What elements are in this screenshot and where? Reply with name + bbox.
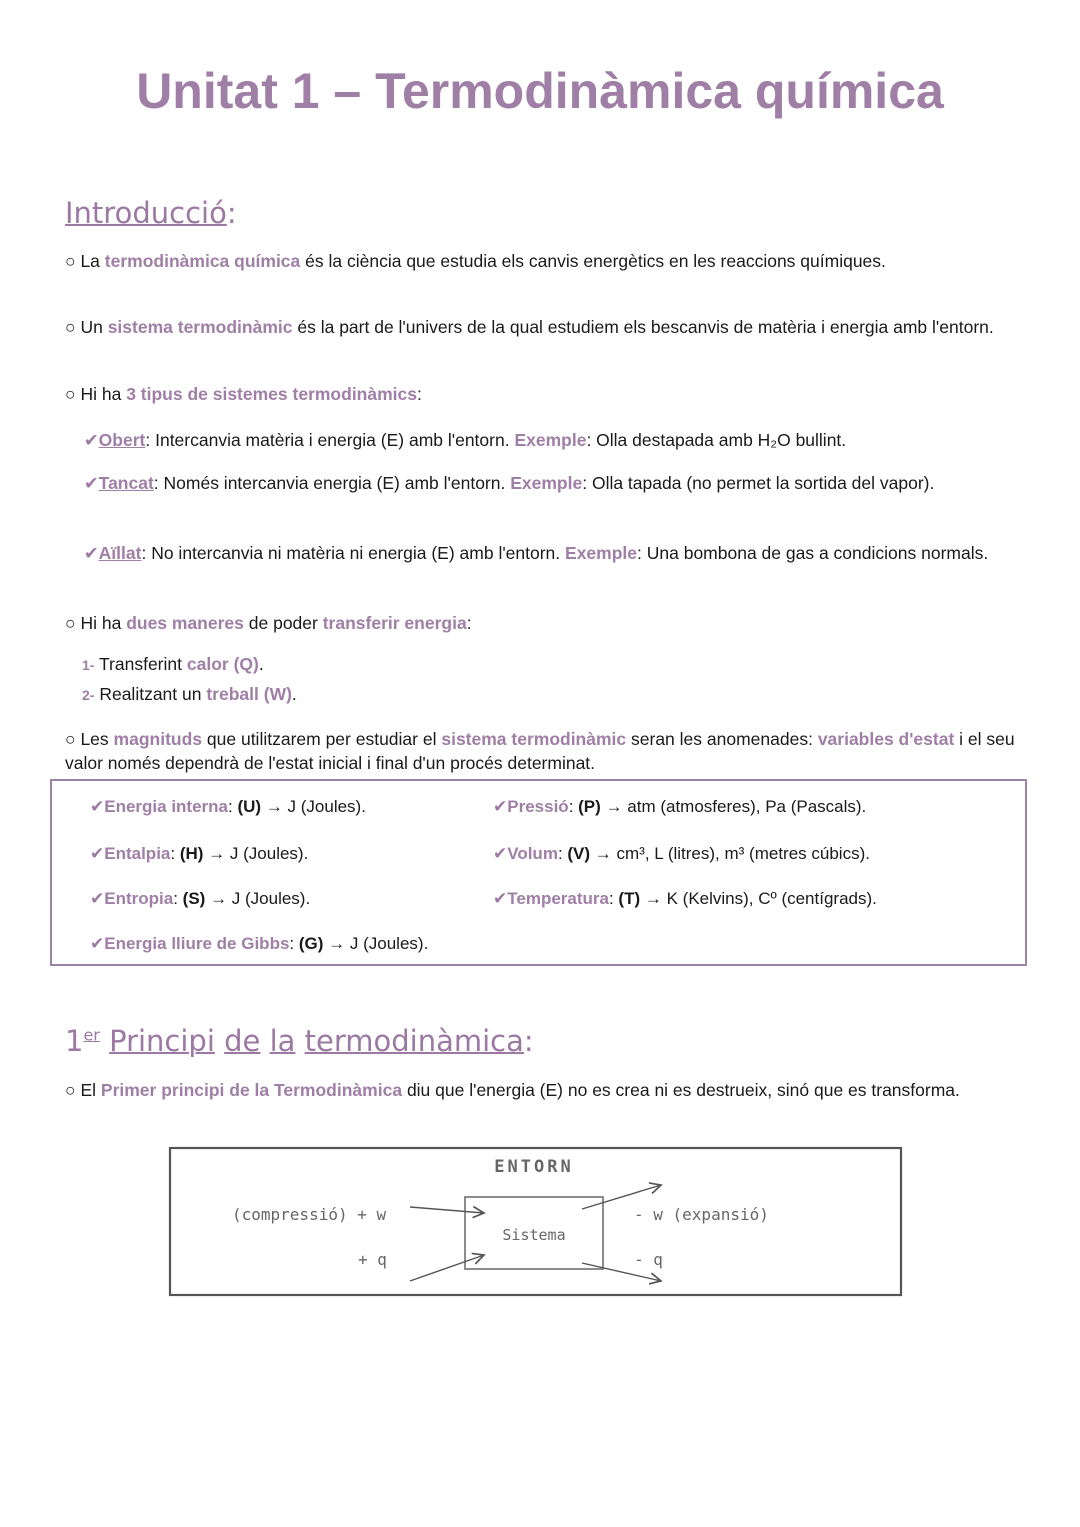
bullet: ○ [65,384,76,404]
system-label: Obert [98,430,146,450]
highlight-term: magnituds [113,729,203,749]
variable-pressio: ✔Pressió: (P) → atm (atmosferes), Pa (Pascals). [493,797,867,816]
text: Les [80,729,109,749]
compressio-work-label: (compressió) + w [232,1205,387,1224]
check-icon: ✔ [493,889,508,908]
page-title: Unitat 1 – Termodinàmica química [136,63,944,119]
text: Hi ha [80,384,122,404]
text: i el seu valor només dependrà de l'estat inicial i final d'un procés determinat. [65,729,1015,773]
paragraph-sistema [65,316,1015,339]
example-label: Exemple [565,543,638,563]
variable-symbol: (H) [179,844,204,863]
text: : [417,384,422,404]
system-text: Només intercanvia energia (E) amb l'entorn. [163,473,506,493]
variable-symbol: (U) [237,797,262,816]
heat-in-arrow [410,1255,484,1281]
text: és la ciència que estudia els canvis energètics en les reaccions químiques. [305,251,886,271]
variable-unit: → J (Joules). [208,844,309,863]
bullet: ○ [65,317,76,337]
variable-symbol: (V) [567,844,591,863]
highlight-term: variables d'estat [817,729,955,749]
text: . [258,654,264,674]
variable-name: Pressió [507,797,569,816]
sistema-label: Sistema [502,1226,566,1244]
highlight-term: termodinàmica química [104,251,301,271]
way-item-treball [82,683,297,707]
paragraph-termodinamica [65,250,1015,273]
variable-gibbs: ✔Energia lliure de Gibbs: (G) → J (Joules). [90,934,429,953]
highlight-term: treball (W) [206,684,292,704]
system-text: No intercanvia ni matèria ni energia (E) amb l'entorn. [151,543,561,563]
work-in-arrow [410,1207,484,1213]
heading-word: la [269,1024,296,1058]
text: Realitzant un [99,684,202,704]
energy-exchange-diagram [168,1145,904,1299]
bullet: ○ [65,613,76,633]
variable-temperatura: ✔Temperatura: (T) → K (Kelvins), Cº (centígrads). [493,889,877,908]
highlight-term: sistema termodinàmic [107,317,293,337]
variable-unit: → J (Joules). [210,889,311,908]
example-text: Olla destapada amb H₂O bullint. [596,430,847,450]
way-item-calor [82,653,264,677]
variable-name: Energia lliure de Gibbs [104,934,290,953]
system-type-obert: ✔Obert: Intercanvia matèria i energia (E) amb l'entorn. Exemple: Olla destapada amb H₂O bullint. [84,430,847,450]
variable-unit: → K (Kelvins), Cº (centígrads). [644,889,877,908]
text: que utilitzarem per estudiar el [206,729,437,749]
variable-unit: → J (Joules). [328,934,429,953]
text: és la part de l'univers de la qual estudiem els bescanvis de matèria i energia amb l'entorn. [297,317,994,337]
section-heading-text: Introducció [65,196,227,230]
heading-word: Principi [109,1024,215,1058]
variable-symbol: (T) [618,889,641,908]
section-heading-colon: : [226,196,237,230]
example-text: Olla tapada (no permet la sortida del vapor). [591,473,935,493]
system-type-aillat: ✔Aïllat: No intercanvia ni matèria ni energia (E) amb l'entorn. Exemple: Una bombona de gas a condicions normals. [84,543,989,563]
paragraph-maneres [65,612,1015,635]
list-number: 2- [82,687,95,703]
variable-symbol: (G) [298,934,324,953]
check-icon: ✔ [493,844,508,863]
example-text: Una bombona de gas a condicions normals. [646,543,989,563]
text: Transferint [99,654,182,674]
bullet: ○ [65,1080,76,1100]
text: seran les anomenades: [631,729,813,749]
check-icon: ✔ [90,797,105,816]
text: La [80,251,100,271]
text: Hi ha [80,613,122,633]
text: El [80,1080,97,1100]
variable-name: Volum [507,844,558,863]
highlight-term: 3 tipus de sistemes termodinàmics [126,384,417,404]
variable-unit: → J (Joules). [265,797,366,816]
system-text: Intercanvia matèria i energia (E) amb l'entorn. [155,430,510,450]
expansio-work-label: - w (expansió) [634,1205,769,1224]
text: : [466,613,472,633]
system-label: Tancat [98,473,154,493]
check-icon: ✔ [90,844,105,863]
text: Un [80,317,103,337]
bullet: ○ [65,729,76,749]
text: diu que l'energia (E) no es crea ni es destrueix, sinó que es transforma. [406,1080,960,1100]
variable-name: Entalpia [104,844,171,863]
text: . [291,684,297,704]
system-label: Aïllat [98,543,142,563]
section-heading-introduccio [65,196,237,230]
variable-energia-interna: ✔Energia interna: (U) → J (Joules). [90,797,366,816]
highlight-term: Primer principi de la Termodinàmica [100,1080,403,1100]
highlight-term: calor (Q) [186,654,259,674]
highlight-term: sistema termodinàmic [441,729,627,749]
variable-unit: → cm³, L (litres), m³ (metres cúbics). [594,844,870,863]
variable-volum: ✔Volum: (V) → cm³, L (litres), m³ (metres cúbics). [493,844,870,863]
variable-symbol: (P) [578,797,601,816]
variable-symbol: (S) [182,889,206,908]
variable-name: Temperatura [507,889,609,908]
variable-entalpia: ✔Entalpia: (H) → J (Joules). [90,844,309,863]
heading-word: de [224,1024,261,1058]
heading-number: 1 [65,1024,84,1058]
heading-colon: : [523,1024,534,1058]
variable-name: Entropia [104,889,174,908]
check-icon: ✔ [84,473,99,493]
variable-entropia: ✔Entropia: (S) → J (Joules). [90,889,311,908]
highlight-term: dues maneres [126,613,244,633]
highlight-term: transferir energia [322,613,467,633]
check-icon: ✔ [493,797,508,816]
heading-superscript: er [83,1025,100,1045]
check-icon: ✔ [84,430,99,450]
state-variables-box [50,779,1027,966]
system-type-tancat: ✔Tancat: Només intercanvia energia (E) amb l'entorn. Exemple: Olla tapada (no permet la sortida del vapor). [84,473,935,493]
section-heading-primer-principi [65,1024,534,1058]
variable-name: Energia interna [104,797,229,816]
example-label: Exemple [514,430,587,450]
bullet: ○ [65,251,76,271]
check-icon: ✔ [90,934,105,953]
example-label: Exemple [510,473,583,493]
text: de poder [248,613,318,633]
heat-in-label: + q [358,1250,387,1269]
variable-unit: → atm (atmosferes), Pa (Pascals). [605,797,867,816]
paragraph-tipus [65,383,1015,406]
paragraph-primer-principi [65,1079,1015,1102]
list-number: 1- [82,657,95,673]
entorn-label: ENTORN [494,1157,574,1177]
check-icon: ✔ [84,543,99,563]
check-icon: ✔ [90,889,105,908]
heading-word: termodinàmica [304,1024,524,1058]
paragraph-magnituds [65,727,1015,775]
heat-out-label: - q [634,1250,663,1269]
